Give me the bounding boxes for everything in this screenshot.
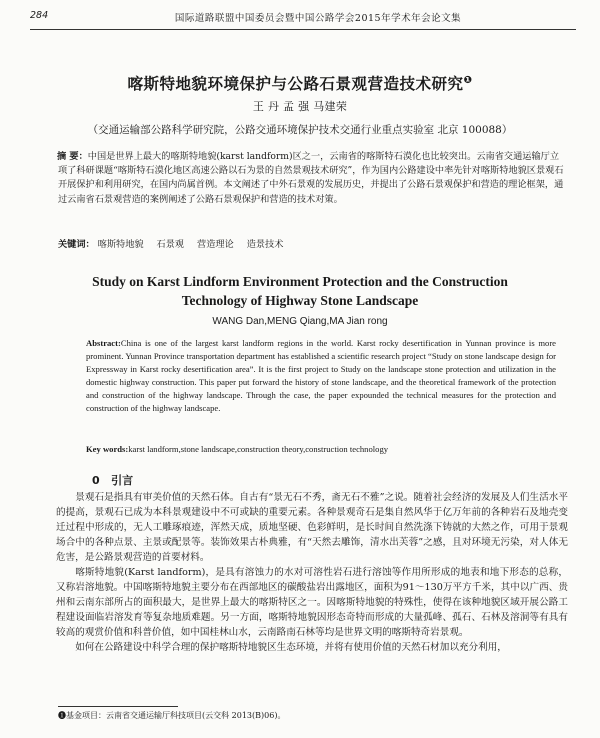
- keywords-en-text: karst landform,stone landscape,construction theory,construction technology: [128, 444, 389, 454]
- body-paragraph: 喀斯特地貌(Karst landform)，是具有溶蚀力的水对可溶性岩石进行溶蚀等作用所形成的地表和地下形态的总称，又称岩溶地貌。中国喀斯特地貌主要分布在西部地区的碳酸盐岩出露地区，面积为91～130万平方千米，其中以广西、贵州和云南东部所占的面积最大，是世界上最大的喀斯特区之一。因喀斯特地貌的特殊性，使得在该种地貌区域开展公路工程建设面临岩溶发育等复杂地质难题。另一方面，喀斯特地貌因形态奇特而形成的大量孤峰、孤石、石林及溶洞等有具有较高的观赏价值和科普价值，如中国桂林山水，云南路南石林等均是世界文明的喀斯特奇岩景观。: [56, 567, 568, 638]
- journal-title: 国际道路联盟中国委员会暨中国公路学会2015年学术年会论文集: [174, 13, 462, 24]
- page-number: 284: [30, 10, 49, 21]
- abstract-cn-text: 中国是世界上最大的喀斯特地貌(karst landform)区之一，云南省的喀斯特石漠化也比较突出。云南省交通运输厅立项了科研课题“喀斯特石漠化地区高速公路以石为景的自然景观技术研究”，作为国内公路建设中率先针对喀斯特地貌区景观石开展保护和利用研究，在国内尚属首例。本文阐述了中外石景观的发展历史，并提出了公路石景观保护和营造的理论框架，通过云南省石景观营造的案例阐述了公路石景观保护和营造的技术对策。: [58, 151, 564, 205]
- section-heading-intro: [92, 472, 133, 488]
- body-paragraph: 如何在公路建设中科学合理的保护喀斯特地貌区生态环境，并将有使用价值的天然石材加以充分利用，: [75, 642, 507, 653]
- title-cn-text: 喀斯特地貌环境保护与公路石景观营造技术研究: [127, 75, 464, 93]
- affiliation-cn: （交通运输部公路科学研究院，公路交通环境保护技术交通行业重点实验室 北京 100088）: [87, 124, 513, 136]
- keyword-cn: 营造理论: [197, 239, 234, 250]
- keywords-en-label: Key words:: [86, 444, 129, 454]
- keywords-cn: [58, 236, 564, 250]
- keywords-cn-label: 关键词：: [58, 239, 95, 250]
- keywords-en: [86, 444, 556, 454]
- abstract-cn: [58, 150, 564, 207]
- keyword-cn: 石景观: [156, 239, 185, 250]
- abstract-en: [86, 337, 556, 414]
- keyword-cn: 造景技术: [246, 239, 284, 250]
- body-paragraph: 景观石是指具有审美价值的天然石体。自古有“景无石不秀，斋无石不雅”之说。随着社会经济的发展及人们生活水平的提高，景观石已成为本科景观建设中不可或缺的重要元素。各种景观奇石是集自然风华于亿万年前的各种岩石及地壳变迁过程中形成的，无人工雕琢痕迹，浑然天成，质地坚硬、色彩鲜明，是长时间自然洗涤下铸就的大然之作，可用于景观场合中的各种点景、主景或配景等。装饰效果古朴典雅，有“天然去雕饰，清水出芙蓉”之感，且对环境无污染，对人体无危害，是公路景观营造的首要材料。: [56, 492, 568, 563]
- footnote-divider: [58, 706, 178, 707]
- footnote: ❶基金项目：云南省交通运输厅科技项目(云交科 2013(B)06)。: [58, 711, 286, 720]
- keywords-cn-list: [98, 239, 294, 250]
- paper-title-cn: [0, 72, 600, 94]
- abstract-en-label: Abstract:: [86, 338, 121, 348]
- section-title: 引言: [111, 474, 134, 487]
- paper-title-en: Study on Karst Lindform Environment Protection and the Construction Technology of Highway Stone Landscape: [92, 274, 508, 308]
- body-text: [56, 490, 568, 655]
- keyword-cn: 喀斯特地貌: [97, 239, 144, 250]
- abstract-cn-label: 摘 要：: [57, 151, 88, 162]
- authors-en: WANG Dan,MENG Qiang,MA Jian rong: [212, 316, 388, 327]
- footnote-mark: ❶: [463, 74, 473, 86]
- section-number: 0: [92, 474, 100, 487]
- authors-cn: 王 丹 孟 强 马建荣: [252, 100, 348, 113]
- running-head: [30, 10, 576, 30]
- abstract-en-text: China is one of the largest karst landform regions in the world. Karst rocky desertification in Yunnan province is more prominent. Yunnan Province transportation department has established a scientific research project “Study on stone landscape design for Expressway in Karst rocky desertification area”. It is the first project to Study on the landscape stone protection and utilization in the domestic highway construction. This paper put forward the history of stone landscape, and the theoretical framework of the protection and construction of the highway landscape. Through the case, the paper expounded the technical measures for the protection and construction of the highway landscape.: [86, 338, 556, 413]
